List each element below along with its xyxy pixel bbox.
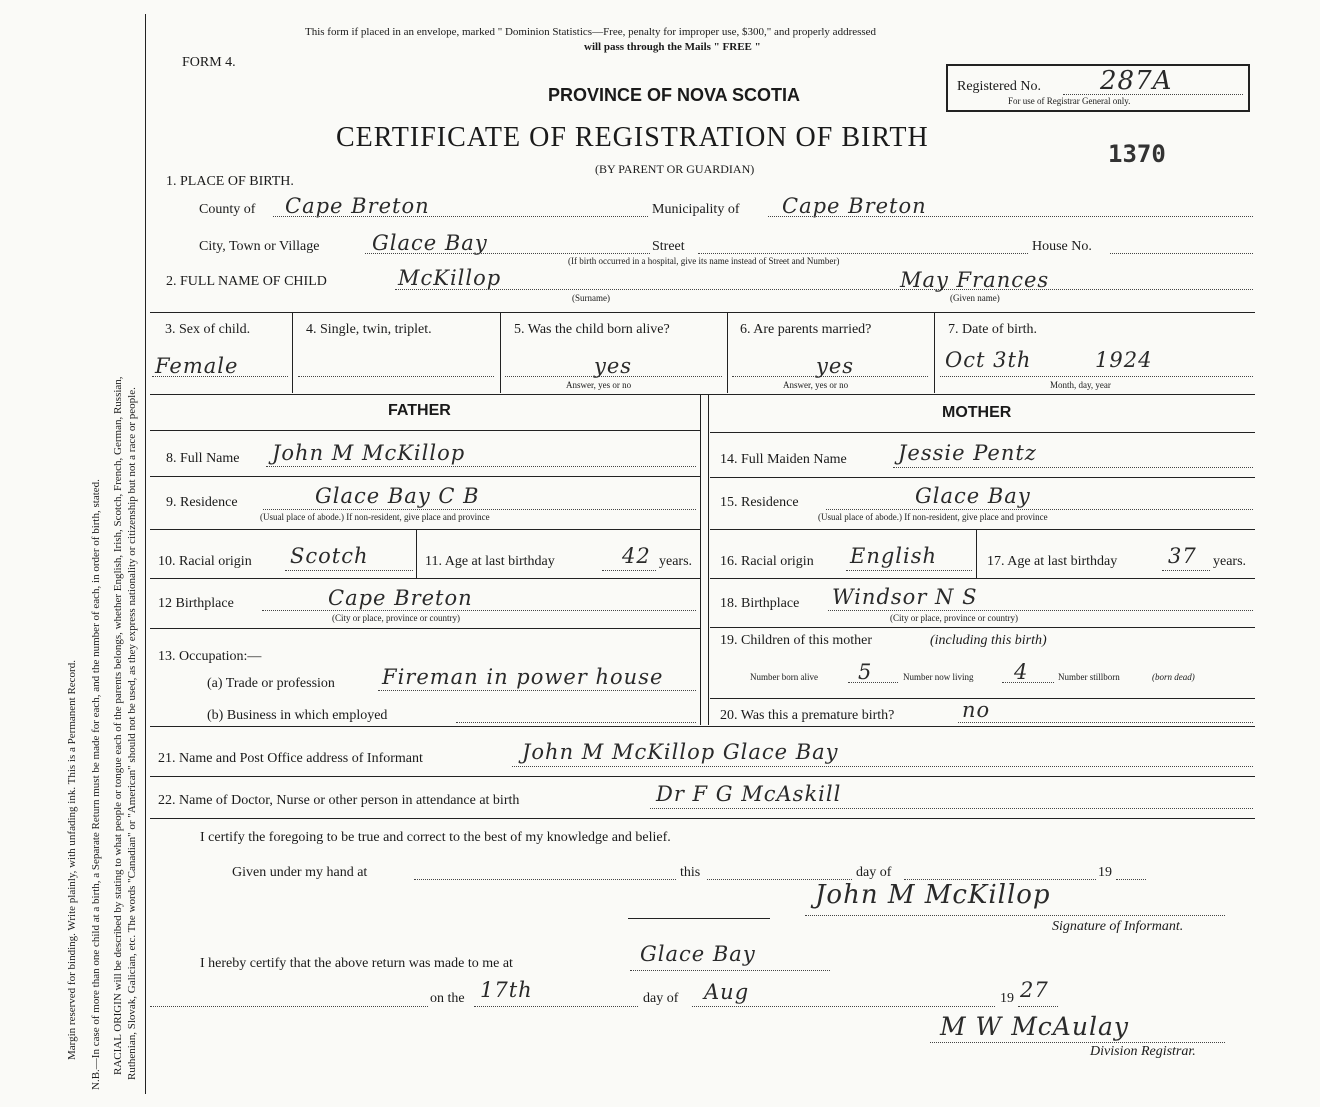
margin-divider	[145, 14, 146, 1094]
return-day-value: 17th	[480, 978, 533, 1002]
doctor-label: 22. Name of Doctor, Nurse or other person in attendance at birth	[158, 793, 520, 808]
father-residence-label: 9. Residence	[166, 495, 238, 510]
mother-name-label: 14. Full Maiden Name	[720, 452, 847, 467]
postal-notice-line2: will pass through the Mails " FREE "	[584, 41, 761, 53]
number-born-alive-label: Number born alive	[750, 672, 818, 682]
return-day-of-label: day of	[643, 991, 679, 1006]
mother-birthplace-label: 18. Birthplace	[720, 596, 800, 611]
form-number: FORM 4.	[182, 55, 236, 70]
date-of-birth-label: 7. Date of birth.	[948, 322, 1038, 337]
county-value: Cape Breton	[285, 194, 430, 218]
father-age-years: years.	[659, 554, 693, 569]
father-racial-origin-value: Scotch	[290, 544, 369, 568]
sex-value: Female	[155, 354, 239, 378]
born-alive-value: yes	[594, 354, 633, 378]
father-age-label: 11. Age at last birthday	[425, 554, 555, 569]
number-now-living-label: Number now living	[903, 672, 974, 682]
premature-birth-value: no	[962, 698, 991, 722]
stamp-number: 1370	[1108, 140, 1166, 168]
city-label: City, Town or Village	[199, 239, 320, 254]
doctor-value: Dr F G McAskill	[656, 782, 842, 806]
county-label: County of	[199, 202, 256, 217]
margin-note-1: Margin reserved for binding. Write plainly, with unfading ink. This is a Permanent Record.	[66, 660, 78, 1060]
father-residence-value: Glace Bay C B	[315, 484, 480, 508]
number-born-alive-value: 5	[858, 660, 873, 684]
number-stillborn-label: Number stillborn	[1058, 672, 1120, 682]
municipality-label: Municipality of	[652, 202, 740, 217]
page-subtitle: (BY PARENT OR GUARDIAN)	[595, 162, 755, 176]
sex-label: 3. Sex of child.	[165, 322, 251, 337]
mother-residence-value: Glace Bay	[915, 484, 1031, 508]
return-statement: I hereby certify that the above return was made to me at	[200, 956, 513, 971]
child-name-label: 2. FULL NAME OF CHILD	[166, 274, 327, 289]
certification-statement: I certify the foregoing to be true and correct to the best of my knowledge and belief.	[200, 830, 671, 845]
father-birthplace-label: 12 Birthplace	[158, 596, 234, 611]
father-name-value: John M McKillop	[272, 441, 466, 465]
child-given-name-value: May Frances	[900, 268, 1050, 292]
premature-birth-label: 20. Was this a premature birth?	[720, 708, 895, 723]
father-racial-origin-label: 10. Racial origin	[158, 554, 252, 569]
mother-racial-origin-label: 16. Racial origin	[720, 554, 814, 569]
registrar-signature: M W McAulay	[940, 1012, 1129, 1041]
father-birthplace-value: Cape Breton	[328, 586, 473, 610]
registrar-use-note: For use of Registrar General only.	[1008, 96, 1131, 106]
return-year-prefix: 19	[1000, 991, 1014, 1006]
mother-residence-caption: (Usual place of abode.) If non-resident, give place and province	[818, 512, 1048, 522]
date-of-birth-month-day: Oct 3th	[945, 348, 1032, 372]
margin-note-4: Ruthenian, Slovak, Galician, etc. The words "Canadian" or "American" should not be used, as they express nationality or citizenship but not a race or people.	[126, 387, 138, 1080]
mother-residence-label: 15. Residence	[720, 495, 799, 510]
mother-age-label: 17. Age at last birthday	[987, 554, 1118, 569]
place-of-birth-heading: 1. PLACE OF BIRTH.	[166, 174, 294, 189]
division-registrar-caption: Division Registrar.	[1090, 1044, 1196, 1059]
margin-note-2: N.B.—In case of more than one child at a birth, a Separate Return must be made for each, and the number of each, in order of birth, stated.	[90, 479, 102, 1090]
informant-signature: John M McKillop	[815, 880, 1051, 910]
father-heading: FATHER	[388, 402, 451, 419]
surname-caption: (Surname)	[572, 293, 610, 303]
number-now-living-value: 4	[1014, 660, 1029, 684]
parents-married-caption: Answer, yes or no	[783, 380, 849, 390]
number-stillborn-note: (born dead)	[1152, 672, 1195, 682]
return-month-value: Aug	[704, 980, 750, 1004]
date-of-birth-caption: Month, day, year	[1050, 380, 1111, 390]
house-number-label: House No.	[1032, 239, 1092, 254]
parents-married-label: 6. Are parents married?	[740, 322, 872, 337]
page-title: CERTIFICATE OF REGISTRATION OF BIRTH	[336, 122, 929, 153]
child-surname-value: McKillop	[398, 266, 502, 290]
mother-age-years: years.	[1213, 554, 1247, 569]
mother-name-value: Jessie Pentz	[898, 441, 1037, 465]
trade-profession-label: (a) Trade or profession	[207, 676, 335, 691]
business-employed-label: (b) Business in which employed	[207, 708, 388, 723]
mother-birthplace-caption: (City or place, province or country)	[890, 613, 1018, 623]
postal-notice-line1: This form if placed in an envelope, marked " Dominion Statistics—Free, penalty for improper use, $300," and properly addressed	[305, 26, 877, 38]
father-name-label: 8. Full Name	[166, 451, 240, 466]
father-birthplace-caption: (City or place, province or country)	[332, 613, 460, 623]
city-value: Glace Bay	[372, 231, 488, 255]
street-label: Street	[652, 239, 685, 254]
province-heading: PROVINCE OF NOVA SCOTIA	[548, 85, 801, 105]
given-this-label: this	[680, 865, 701, 880]
born-alive-caption: Answer, yes or no	[566, 380, 632, 390]
born-alive-label: 5. Was the child born alive?	[514, 322, 670, 337]
mother-age-value: 37	[1168, 544, 1197, 568]
return-place-value: Glace Bay	[640, 942, 756, 966]
given-under-hand-label: Given under my hand at	[232, 865, 368, 880]
mother-birthplace-value: Windsor N S	[832, 585, 978, 609]
father-age-value: 42	[622, 544, 651, 568]
mother-racial-origin-value: English	[850, 544, 938, 568]
hospital-note: (If birth occurred in a hospital, give its name instead of Street and Number)	[568, 256, 840, 266]
informant-signature-caption: Signature of Informant.	[1052, 919, 1184, 934]
children-of-mother-label: 19. Children of this mother	[720, 633, 873, 648]
registered-number-label: Registered No.	[957, 79, 1041, 94]
children-of-mother-note: (including this birth)	[930, 633, 1047, 648]
trade-profession-value: Fireman in power house	[382, 665, 664, 689]
given-day-of-label: day of	[856, 865, 892, 880]
registered-number-value: 287A	[1100, 66, 1173, 96]
municipality-value: Cape Breton	[782, 194, 927, 218]
margin-note-3: RACIAL ORIGIN will be described by stating to what people or tongue each of the parents belongs, whether English, Irish, Scotch, French, German, Russian,	[112, 376, 124, 1075]
father-residence-caption: (Usual place of abode.) If non-resident, give place and province	[260, 512, 490, 522]
informant-value: John M McKillop Glace Bay	[522, 740, 839, 764]
informant-label: 21. Name and Post Office address of Informant	[158, 751, 423, 766]
mother-heading: MOTHER	[942, 404, 1012, 421]
parents-married-value: yes	[816, 354, 855, 378]
return-on-the-label: on the	[430, 991, 465, 1006]
occupation-label: 13. Occupation:—	[158, 649, 262, 664]
return-year-value: 27	[1020, 978, 1049, 1002]
date-of-birth-year: 1924	[1095, 348, 1153, 372]
given-year-prefix: 19	[1098, 865, 1112, 880]
given-name-caption: (Given name)	[950, 293, 1000, 303]
single-twin-label: 4. Single, twin, triplet.	[306, 322, 432, 337]
